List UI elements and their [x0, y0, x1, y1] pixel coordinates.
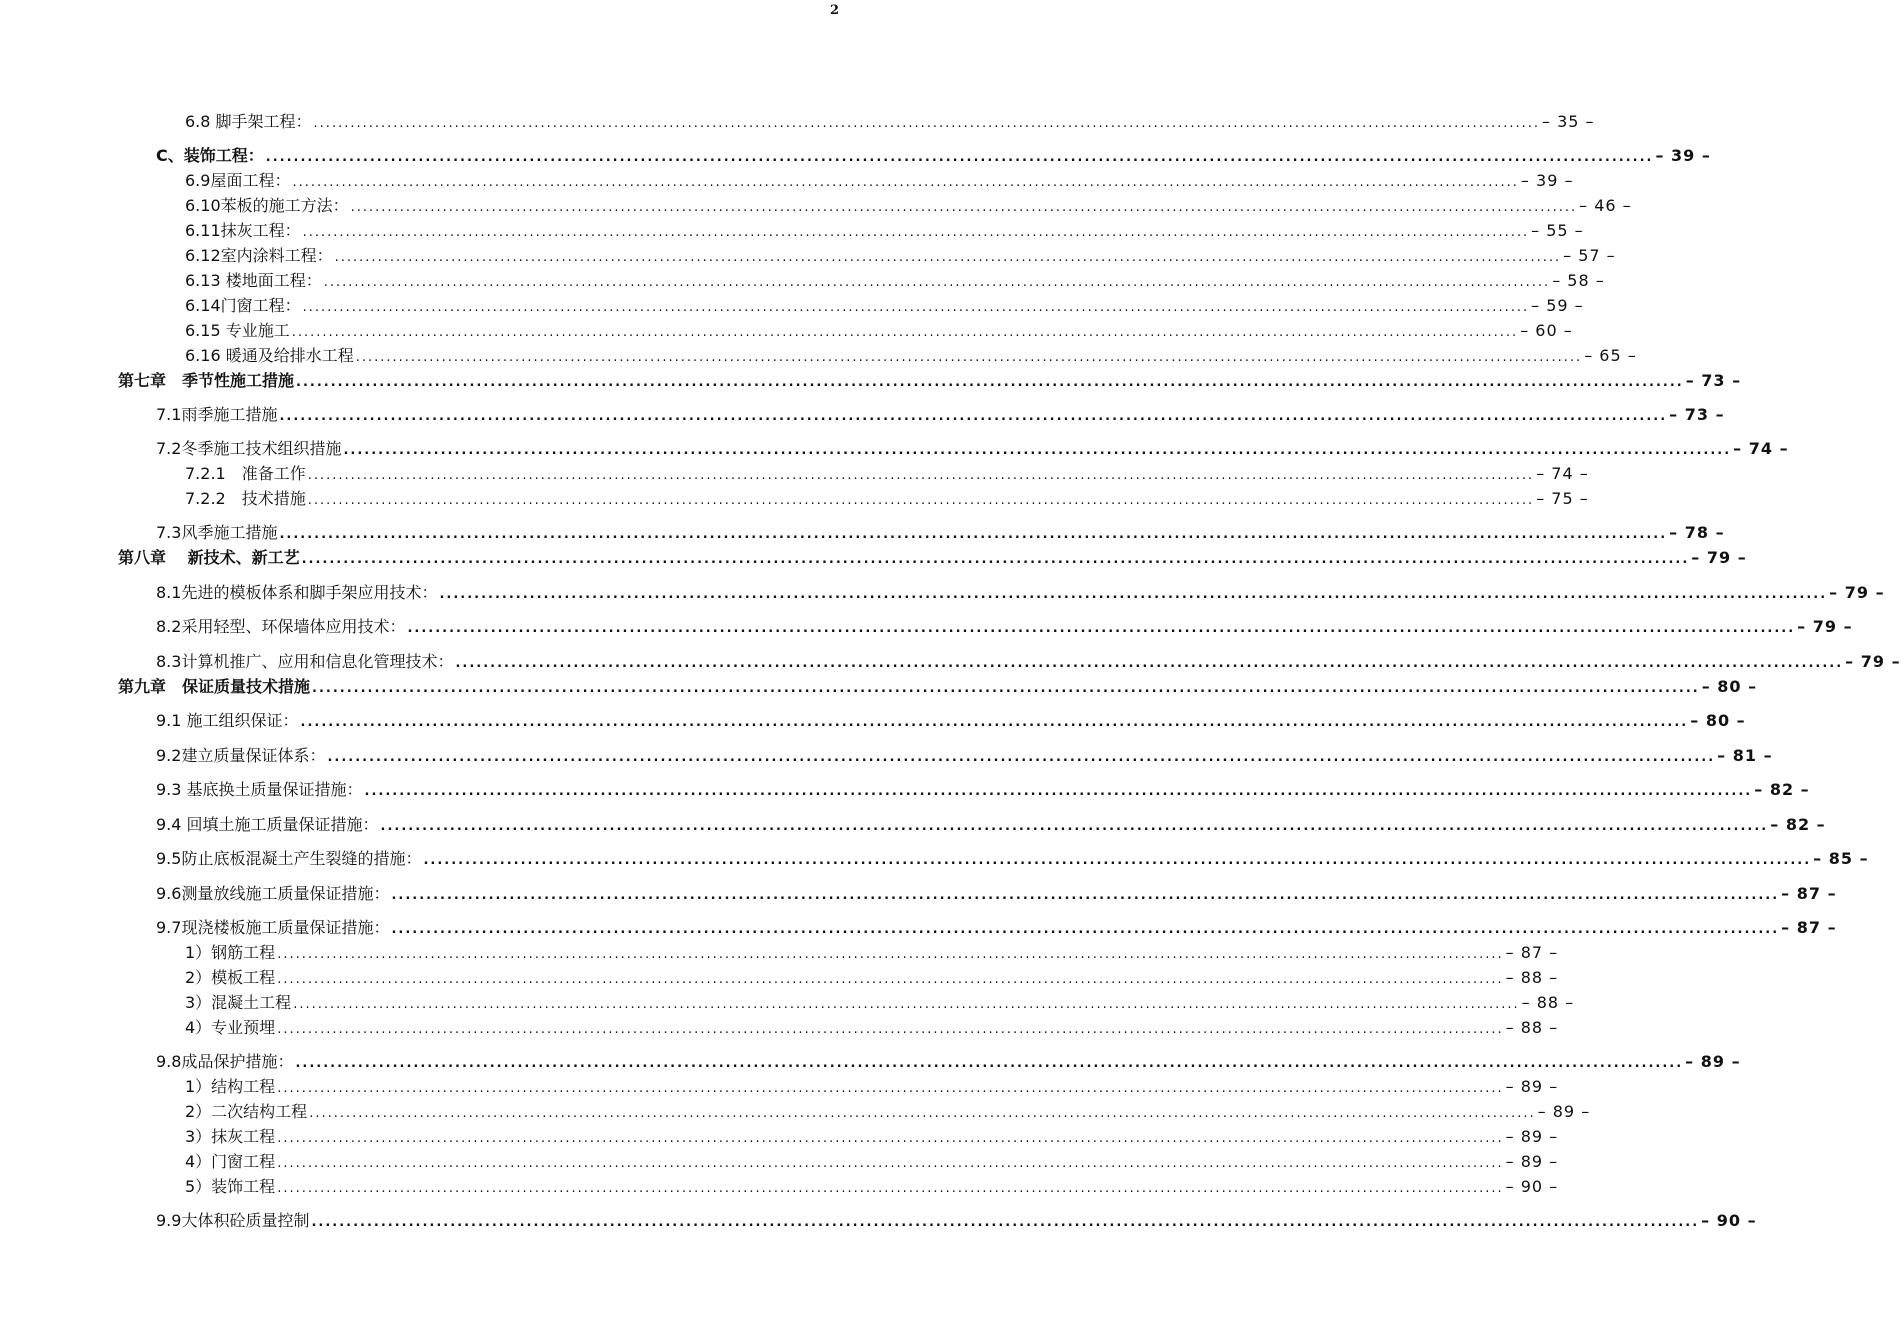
toc-leader-dots: ........................................................................................................................................................................................................ [309, 1106, 1536, 1121]
toc-entry[interactable] [185, 943, 1559, 963]
toc-entry[interactable] [185, 296, 1584, 316]
toc-leader-dots: ........................................................................................................................................................................................................ [313, 116, 1541, 131]
toc-entry[interactable] [156, 918, 1837, 938]
toc-leader-dots: ........................................................................................................................................................................................................ [343, 443, 1732, 458]
toc-entry[interactable] [156, 617, 1853, 637]
toc-leader-dots: ........................................................................................................................................................................................................ [300, 715, 1689, 730]
toc-entry-page: – 79 – [1845, 652, 1901, 671]
toc-entry-title: 7.1雨季施工措施 [156, 405, 278, 424]
toc-entry[interactable] [156, 884, 1837, 904]
toc-leader-dots: ........................................................................................................................................................................................................ [293, 997, 1520, 1012]
toc-entry-title: 9.1 施工组织保证： [156, 711, 299, 730]
toc-entry-title: 第九章 保证质量技术措施 [118, 677, 311, 696]
toc-leader-dots: ........................................................................................................................................................................................................ [279, 527, 1668, 542]
toc-entry[interactable] [185, 321, 1573, 341]
toc-leader-dots: ........................................................................................................................................................................................................ [302, 225, 1530, 240]
toc-leader-dots: ........................................................................................................................................................................................................ [407, 621, 1796, 636]
toc-entry-page: – 89 – [1505, 1127, 1559, 1146]
toc-entry[interactable] [185, 464, 1589, 484]
toc-leader-dots: ........................................................................................................................................................................................................ [423, 853, 1812, 868]
toc-entry-page: – 80 – [1690, 711, 1746, 730]
toc-leader-dots: ........................................................................................................................................................................................................ [292, 175, 1519, 190]
toc-entry[interactable] [156, 780, 1810, 800]
toc-entry-page: – 79 – [1829, 583, 1885, 602]
toc-entry-title: 6.8 脚手架工程： [185, 112, 312, 131]
toc-entry[interactable] [156, 405, 1725, 425]
toc-entry-title: 6.16 暖通及给排水工程 [185, 346, 354, 365]
toc-entry[interactable] [156, 146, 1711, 166]
toc-entry-page: – 74 – [1536, 464, 1589, 483]
toc-entry-page: – 59 – [1531, 296, 1584, 315]
toc-entry-title: 1）钢筋工程 [185, 943, 276, 962]
toc-entry[interactable] [185, 1127, 1559, 1147]
toc-leader-dots: ........................................................................................................................................................................................................ [307, 468, 1535, 483]
toc-entry-page: – 90 – [1505, 1177, 1559, 1196]
toc-entry-page: – 58 – [1552, 271, 1605, 290]
toc-entry[interactable] [185, 171, 1574, 191]
toc-leader-dots: ........................................................................................................................................................................................................ [277, 972, 1504, 987]
toc-leader-dots: ........................................................................................................................................................................................................ [327, 750, 1716, 765]
toc-leader-dots: ........................................................................................................................................................................................................ [323, 275, 1551, 290]
toc-leader-dots: ........................................................................................................................................................................................................ [295, 1056, 1684, 1071]
toc-leader-dots: ........................................................................................................................................................................................................ [291, 325, 1519, 340]
toc-entry[interactable] [185, 271, 1605, 291]
toc-entry[interactable] [118, 371, 1742, 391]
toc-entry-title: 第八章 新技术、新工艺 [118, 548, 300, 567]
toc-entry[interactable] [185, 968, 1559, 988]
toc-entry-title: 9.7现浇楼板施工质量保证措施： [156, 918, 390, 937]
toc-entry-title: 6.12室内涂料工程： [185, 246, 333, 265]
toc-entry[interactable] [185, 1018, 1559, 1038]
toc-entry[interactable] [185, 1152, 1559, 1172]
toc-leader-dots: ........................................................................................................................................................................................................ [439, 587, 1828, 602]
toc-entry-title: 9.4 回填土施工质量保证措施： [156, 815, 379, 834]
toc-entry-page: – 89 – [1685, 1052, 1741, 1071]
toc-entry-title: 7.3风季施工措施 [156, 523, 278, 542]
toc-entry-page: – 60 – [1520, 321, 1573, 340]
toc-entry-page: – 78 – [1669, 523, 1725, 542]
toc-entry-title: 8.1先进的模板体系和脚手架应用技术： [156, 583, 438, 602]
toc-entry[interactable] [118, 677, 1758, 697]
toc-entry-page: – 55 – [1531, 221, 1584, 240]
toc-leader-dots: ........................................................................................................................................................................................................ [312, 681, 1700, 696]
toc-leader-dots: ........................................................................................................................................................................................................ [277, 947, 1504, 962]
toc-leader-dots: ........................................................................................................................................................................................................ [350, 200, 1578, 215]
toc-leader-dots: ........................................................................................................................................................................................................ [334, 250, 1562, 265]
toc-entry[interactable] [185, 221, 1584, 241]
toc-entry-page: – 57 – [1563, 246, 1616, 265]
toc-entry[interactable] [156, 523, 1725, 543]
toc-entry[interactable] [185, 196, 1632, 216]
toc-entry-page: – 73 – [1669, 405, 1725, 424]
toc-entry-page: – 79 – [1797, 617, 1853, 636]
toc-entry[interactable] [156, 746, 1773, 766]
page-number: 2 [830, 3, 840, 18]
toc-entry-title: 9.2建立质量保证体系： [156, 746, 326, 765]
toc-leader-dots: ........................................................................................................................................................................................................ [277, 1156, 1504, 1171]
toc-entry-page: – 81 – [1717, 746, 1773, 765]
toc-entry[interactable] [156, 1211, 1757, 1231]
toc-entry[interactable] [185, 1102, 1591, 1122]
toc-entry-page: – 46 – [1579, 196, 1632, 215]
toc-entry-title: 6.13 楼地面工程： [185, 271, 322, 290]
toc-leader-dots: ........................................................................................................................................................................................................ [380, 819, 1769, 834]
toc-entry-title: 4）专业预埋 [185, 1018, 276, 1037]
toc-leader-dots: ........................................................................................................................................................................................................ [311, 1215, 1700, 1230]
toc-entry-title: 7.2.1 准备工作 [185, 464, 306, 483]
toc-entry-page: – 89 – [1505, 1152, 1559, 1171]
toc-entry-title: 4）门窗工程 [185, 1152, 276, 1171]
toc-entry-page: – 79 – [1691, 548, 1747, 567]
toc-entry-title: 8.2采用轻型、环保墙体应用技术： [156, 617, 406, 636]
toc-entry-title: 9.6测量放线施工质量保证措施： [156, 884, 390, 903]
toc-entry-title: C、装饰工程： [156, 146, 264, 165]
toc-entry-title: 6.11抹灰工程： [185, 221, 301, 240]
toc-entry[interactable] [156, 1052, 1741, 1072]
toc-leader-dots: ........................................................................................................................................................................................................ [307, 493, 1535, 508]
toc-entry-page: – 89 – [1505, 1077, 1559, 1096]
toc-entry[interactable] [185, 246, 1616, 266]
toc-entry-page: – 74 – [1733, 439, 1789, 458]
toc-entry[interactable] [185, 1177, 1559, 1197]
toc-entry-page: – 39 – [1655, 146, 1711, 165]
toc-entry-title: 9.9大体积砼质量控制 [156, 1211, 310, 1230]
toc-entry[interactable] [156, 439, 1789, 459]
toc-entry-page: – 89 – [1537, 1102, 1591, 1121]
toc-entry-page: – 87 – [1505, 943, 1559, 962]
toc-entry-title: 3）混凝土工程 [185, 993, 292, 1012]
toc-entry-page: – 82 – [1754, 780, 1810, 799]
toc-entry-page: – 39 – [1520, 171, 1574, 190]
toc-entry[interactable] [156, 849, 1869, 869]
toc-entry[interactable] [185, 112, 1595, 132]
toc-entry[interactable] [185, 1077, 1559, 1097]
toc-entry-title: 8.3计算机推广、应用和信息化管理技术： [156, 652, 454, 671]
toc-leader-dots: ........................................................................................................................................................................................................ [279, 409, 1668, 424]
toc-entry[interactable] [156, 583, 1885, 603]
toc-entry[interactable] [156, 711, 1746, 731]
toc-entry[interactable] [185, 346, 1637, 366]
toc-entry[interactable] [185, 993, 1575, 1013]
toc-entry-page: – 65 – [1584, 346, 1637, 365]
toc-entry-title: 5）装饰工程 [185, 1177, 276, 1196]
toc-entry-title: 6.15 专业施工 [185, 321, 290, 340]
toc-entry[interactable] [185, 489, 1589, 509]
toc-entry-title: 3）抹灰工程 [185, 1127, 276, 1146]
toc-leader-dots: ........................................................................................................................................................................................................ [391, 922, 1780, 937]
toc-entry-page: – 80 – [1701, 677, 1758, 696]
toc-entry-title: 6.9屋面工程： [185, 171, 291, 190]
toc-leader-dots: ........................................................................................................................................................................................................ [455, 656, 1844, 671]
toc-leader-dots: ........................................................................................................................................................................................................ [265, 150, 1654, 165]
toc-entry-title: 1）结构工程 [185, 1077, 276, 1096]
toc-leader-dots: ........................................................................................................................................................................................................ [355, 350, 1583, 365]
toc-leader-dots: ........................................................................................................................................................................................................ [277, 1181, 1504, 1196]
toc-entry-page: – 82 – [1770, 815, 1826, 834]
toc-entry-page: – 87 – [1781, 918, 1837, 937]
toc-entry-title: 7.2冬季施工技术组织措施 [156, 439, 342, 458]
toc-entry-title: 2）模板工程 [185, 968, 276, 987]
toc-entry-page: – 90 – [1701, 1211, 1757, 1230]
toc-entry[interactable] [156, 652, 1901, 672]
toc-leader-dots: ........................................................................................................................................................................................................ [302, 300, 1530, 315]
toc-leader-dots: ........................................................................................................................................................................................................ [277, 1131, 1504, 1146]
toc-leader-dots: ........................................................................................................................................................................................................ [296, 375, 1684, 390]
toc-leader-dots: ........................................................................................................................................................................................................ [391, 888, 1780, 903]
toc-entry-title: 第七章 季节性施工措施 [118, 371, 295, 390]
toc-entry-page: – 88 – [1505, 1018, 1559, 1037]
toc-entry-title: 6.10苯板的施工方法： [185, 196, 349, 215]
toc-entry-page: – 88 – [1505, 968, 1559, 987]
toc-entry-title: 2）二次结构工程 [185, 1102, 308, 1121]
toc-entry-title: 9.5防止底板混凝土产生裂缝的措施： [156, 849, 422, 868]
toc-leader-dots: ........................................................................................................................................................................................................ [364, 784, 1753, 799]
toc-entry-title: 6.14门窗工程： [185, 296, 301, 315]
toc-entry[interactable] [156, 815, 1826, 835]
toc-entry-page: – 88 – [1521, 993, 1575, 1012]
toc-entry-title: 9.3 基底换土质量保证措施： [156, 780, 363, 799]
toc-entry-page: – 87 – [1781, 884, 1837, 903]
toc-entry-page: – 35 – [1542, 112, 1595, 131]
toc-entry-page: – 73 – [1685, 371, 1742, 390]
toc-entry-page: – 85 – [1813, 849, 1869, 868]
toc-entry-page: – 75 – [1536, 489, 1589, 508]
toc-entry[interactable] [118, 548, 1747, 568]
toc-leader-dots: ........................................................................................................................................................................................................ [277, 1022, 1504, 1037]
toc-entry-title: 7.2.2 技术措施 [185, 489, 306, 508]
toc-entry-title: 9.8成品保护措施： [156, 1052, 294, 1071]
toc-leader-dots: ........................................................................................................................................................................................................ [277, 1081, 1504, 1096]
toc-leader-dots: ........................................................................................................................................................................................................ [301, 552, 1690, 567]
